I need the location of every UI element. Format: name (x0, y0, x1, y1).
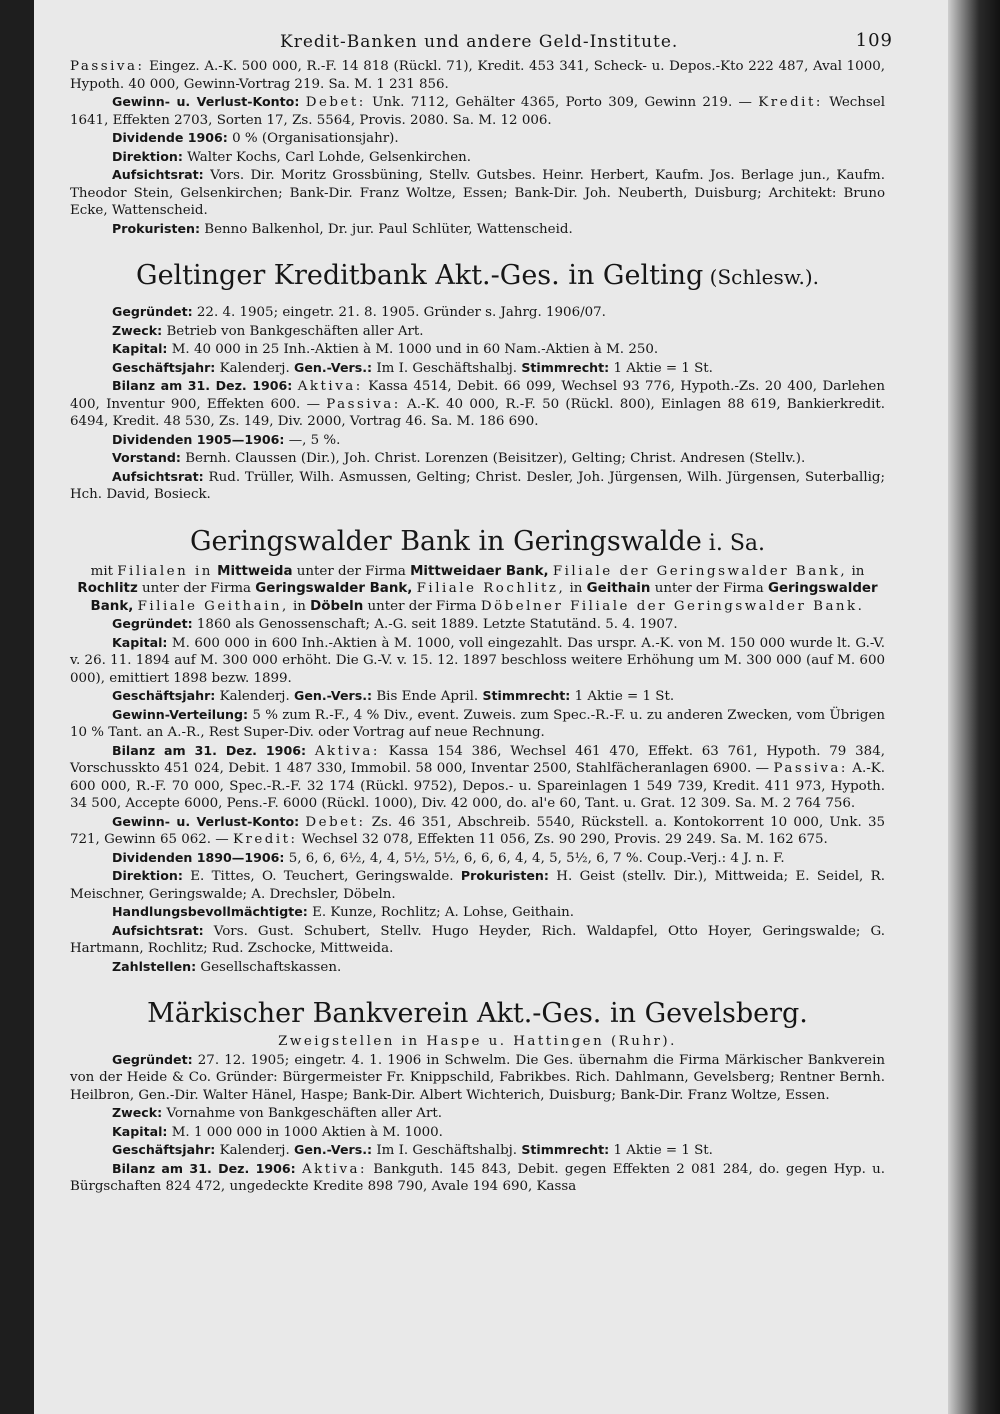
document-page (70, 28, 893, 1408)
kredit-label: Kredit: (232, 832, 298, 847)
aufsichtsrat-text: Vors. Dir. Moritz Grossbüning, Stellv. Gutsbes. Heinr. Herbert, Kaufm. Jos. Berlage jun., Kaufm. Theodor Stein, Gelsenkirchen; Bank-Dir. Franz Woltze, Essen; Bank-Dir. Joh. Neuberth, Duisburg; Architekt: Bruno Ecke, Wattenscheid. (70, 168, 885, 218)
bilanz-label: Bilanz am 31. Dez. 1906: (112, 1160, 296, 1176)
stimmrecht-label: Stimmrecht: (482, 688, 571, 703)
filialen-text: Filiale Rochlitz, (416, 581, 566, 596)
geschaeftsjahr-label: Geschäftsjahr: (112, 359, 216, 375)
direktion-paragraph (70, 148, 885, 167)
branch-town: Döbeln (310, 598, 364, 614)
geschaeftsjahr-text: Kalenderj. (215, 360, 290, 376)
branch-firm: Geringswalder Bank, (90, 581, 878, 614)
zahlstellen-label: Zahlstellen: (112, 958, 197, 974)
entry-heading (70, 526, 885, 557)
geschaeftsjahr-paragraph (70, 359, 885, 378)
passiva-text: Eingez. A.-K. 500 000, R.-F. 14 818 (Rückl. 71), Kredit. 453 341, Scheck- u. Depos.-Kto 222 487, Aval 1000, Hypoth. 40 000, Gewinn-Vortrag 219. Sa. M. 1 231 856. (70, 59, 885, 92)
aktiva-text: Bankguth. 145 843, Debit. gegen Effekten 2 081 284, do. gegen Hyp. u. Bürgschaften 824 472, ungedeckte Kredite 898 790, Avale 194 690, Kassa (70, 1161, 885, 1194)
scan-left-edge (0, 0, 34, 1414)
entry-geringswalder-bank (70, 526, 885, 977)
zahlstellen-text: Gesellschaftskassen. (196, 959, 342, 975)
heading-location: i. Sa. (701, 530, 766, 556)
kredit-text: Wechsel 32 078, Effekten 11 056, Zs. 90 290, Provis. 29 249. Sa. M. 162 675. (297, 832, 828, 847)
passiva-label: Passiva: (326, 396, 401, 412)
dividenden-text: 5, 6, 6, 6½, 4, 4, 5½, 5½, 6, 6, 6, 4, 4, 5, 5½, 6, 7 %. Coup.-Verj.: 4 J. n. F. (284, 850, 785, 866)
gegruendet-paragraph (70, 303, 885, 322)
vorstand-label: Vorstand: (112, 450, 181, 465)
handlungsbevollmaechtigte-label: Handlungsbevollmächtigte: (112, 904, 308, 919)
aufsichtsrat-paragraph (70, 468, 885, 504)
kapital-text: M. 40 000 in 25 Inh.-Aktien à M. 1000 und in 60 Nam.-Aktien à M. 250. (167, 342, 659, 357)
gegruendet-paragraph (70, 1051, 885, 1105)
prokuristen-paragraph (70, 220, 885, 239)
prokuristen-label: Prokuristen: (112, 220, 201, 236)
gewinn-verteilung-label: Gewinn-Verteilung: (112, 706, 249, 722)
zweck-label: Zweck: (112, 1105, 163, 1120)
dividenden-paragraph (70, 431, 885, 450)
dividende-label: Dividende 1906: (112, 130, 228, 145)
gegruendet-text: 22. 4. 1905; eingetr. 21. 8. 1905. Gründer s. Jahrg. 1906/07. (192, 305, 606, 320)
stimmrecht-text: 1 Aktie = 1 St. (609, 360, 713, 376)
filialen-text: unter der Firma (137, 581, 256, 596)
gv-label: Gewinn- u. Verlust-Konto: (112, 813, 300, 829)
page-number: 109 (855, 30, 893, 51)
gen-vers-label: Gen.-Vers.: (293, 688, 373, 703)
prokuristen-label: Prokuristen: (460, 868, 549, 883)
entry-geltinger-kreditbank (70, 260, 885, 504)
gegruendet-paragraph (70, 615, 885, 634)
handlungsbevollmaechtigte-paragraph (70, 903, 885, 922)
dividenden-text: —, 5 %. (284, 432, 341, 448)
stimmrecht-text: 1 Aktie = 1 St. (570, 689, 675, 704)
filialen-text: in (565, 581, 587, 596)
entry-heading (70, 260, 885, 291)
branch-firm: Geringswalder Bank, (255, 581, 413, 596)
passiva-text: A.-K. 600 000, R.-F. 70 000, Spec.-R.-F. 32 174 (Rückl. 9752), Depos.- u. Spareinlagen 1 549 739, Kredit. 411 973, Hypoth. 34 500, Accepte 6000, Pens.-F. 6000 (Rückl. 1000), Div. 42 000, do. al'e 60, Tant. u. Grat. 12 309. Sa. M. 2 764 756. (70, 761, 886, 811)
running-head-title: Kredit-Banken und andere Geld-Institute. (280, 32, 679, 52)
zweigstellen-text: Zweigstellen in Haspe u. Hattingen (Ruhr). (278, 1034, 677, 1049)
zweck-label: Zweck: (112, 322, 163, 338)
kredit-label: Kredit: (758, 95, 823, 110)
gegruendet-text: 1860 als Genossenschaft; A.-G. seit 1889. Letzte Statutänd. 5. 4. 1907. (192, 617, 678, 632)
aufsichtsrat-paragraph (70, 922, 885, 958)
geschaeftsjahr-text: Kalenderj. (215, 689, 290, 704)
dividenden-label: Dividenden 1890—1906: (112, 849, 285, 865)
gen-vers-label: Gen.-Vers.: (293, 359, 373, 375)
dividende-paragraph (70, 129, 885, 148)
vorstand-paragraph (70, 449, 885, 468)
filialen-text: Filiale der Geringswalder Bank, (552, 563, 848, 579)
direktion-label: Direktion: (112, 868, 183, 883)
zweck-text: Betrieb von Bankgeschäften aller Art. (162, 323, 424, 339)
gewinn-verteilung-paragraph (70, 706, 885, 742)
entry-continuation (70, 58, 885, 238)
zweck-paragraph (70, 322, 885, 341)
passiva-text: A.-K. 40 000, R.-F. 50 (Rückl. 800), Einlagen 88 619, Bankierkredit. 6494, Kredit. 48 530, Zs. 149, Div. 2000, Vortrag 46. Sa. M. 186 690. (70, 396, 885, 429)
stimmrecht-label: Stimmrecht: (521, 359, 610, 375)
bilanz-paragraph (70, 1160, 885, 1196)
filialen-text: unter der Firma (650, 581, 768, 596)
filialen-text: unter der Firma (292, 563, 411, 579)
gegruendet-text: 27. 12. 1905; eingetr. 4. 1. 1906 in Schwelm. Die Ges. übernahm die Firma Märkischer Bankverein von der Heide & Co. Gründer: Bürgermeister Fr. Knippschild, Fabrikbes. Rich. Dahlmann, Gevelsberg; Rentner Bernh. Heilbron, Gen.-Dir. Walter Hänel, Haspe; Bank-Dir. Albert Wichterich, Duisburg; Bank-Dir. Franz Woltze, Essen. (70, 1052, 885, 1103)
gewinn-verlust-paragraph (70, 93, 885, 129)
zweck-paragraph (70, 1104, 885, 1123)
geschaeftsjahr-label: Geschäftsjahr: (112, 688, 216, 703)
aktiva-text: Kassa 154 386, Wechsel 461 470, Effekt. 63 761, Hypoth. 79 384, Vorschusskto 451 024, Debit. 1 487 330, Immobil. 58 000, Inventar 2500, Stahlfächeranlagen 6900. — (70, 743, 885, 776)
dividenden-label: Dividenden 1905—1906: (112, 431, 285, 447)
kapital-label: Kapital: (112, 1123, 168, 1139)
filialen-text: Filiale Geithain, (137, 598, 289, 614)
stimmrecht-label: Stimmrecht: (521, 1142, 610, 1157)
passiva-label: Passiva: (773, 761, 848, 776)
gewinn-verteilung-text: 5 % zum R.-F., 4 % Div., event. Zuweis. zum Spec.-R.-F. u. zu anderen Zwecken, vom Übrigen 10 % Tant. an A.-R., Rest Super-Div. oder Vortrag auf neue Rechnung. (70, 707, 885, 740)
dividenden-paragraph (70, 849, 885, 868)
filialen-text: unter der Firma (363, 598, 481, 614)
zweck-text: Vornahme von Bankgeschäften aller Art. (162, 1106, 442, 1121)
gegruendet-label: Gegründet: (112, 304, 193, 319)
geschaeftsjahr-paragraph (70, 687, 885, 706)
debet-text: Unk. 7112, Gehälter 4365, Porto 309, Gewinn 219. — (365, 95, 752, 110)
aufsichtsrat-paragraph (70, 166, 885, 220)
kapital-paragraph (70, 340, 885, 359)
filialen-text: mit (90, 563, 118, 579)
branch-town: Mittweida (217, 563, 293, 579)
aufsichtsrat-label: Aufsichtsrat: (112, 468, 204, 484)
kapital-label: Kapital: (112, 634, 168, 650)
filialen-text: in (288, 598, 311, 614)
gen-vers-text: Bis Ende April. (372, 689, 479, 704)
direktion-text: Walter Kochs, Carl Lohde, Gelsenkirchen. (182, 149, 471, 165)
kapital-text: M. 600 000 in 600 Inh.-Aktien à M. 1000, voll eingezahlt. Das urspr. A.-K. von M. 150 000 wurde lt. G.-V. v. 26. 11. 1894 auf M. 300 000 erhöht. Die G.-V. v. 15. 12. 1897 beschloss weitere Erhöhung um M. 300 000 (auf M. 600 000), emittiert 1898 bezw. 1899. (70, 635, 885, 686)
bilanz-label: Bilanz am 31. Dez. 1906: (112, 742, 307, 758)
kapital-text: M. 1 000 000 in 1000 Aktien à M. 1000. (167, 1124, 443, 1140)
bilanz-paragraph (70, 742, 885, 813)
geschaeftsjahr-paragraph (70, 1141, 885, 1160)
gen-vers-label: Gen.-Vers.: (293, 1142, 373, 1157)
zahlstellen-paragraph (70, 958, 885, 977)
gv-label: Gewinn- u. Verlust-Konto: (112, 94, 300, 109)
heading-location: (Schlesw.). (703, 265, 819, 289)
filialen-text: in (847, 563, 865, 579)
kapital-paragraph (70, 1123, 885, 1142)
geschaeftsjahr-text: Kalenderj. (215, 1143, 290, 1158)
gen-vers-text: Im I. Geschäftshalbj. (372, 1143, 518, 1158)
aufsichtsrat-label: Aufsichtsrat: (112, 167, 204, 182)
dividende-text: 0 % (Organisationsjahr). (227, 131, 399, 146)
aufsichtsrat-text: Vors. Gust. Schubert, Stellv. Hugo Heyder, Rich. Waldapfel, Otto Hoyer, Geringswalde; G. Hartmann, Rochlitz; Rud. Zschocke, Mittweida. (70, 923, 885, 956)
passiva-label: Passiva: (70, 59, 145, 74)
handlungsbevollmaechtigte-text: E. Kunze, Rochlitz; A. Lohse, Geithain. (307, 905, 575, 920)
aufsichtsrat-text: Rud. Trüller, Wilh. Asmussen, Gelting; Christ. Desler, Joh. Jürgensen, Wilh. Jürgensen, Suterballig; Hch. David, Bosieck. (70, 469, 885, 502)
geschaeftsjahr-label: Geschäftsjahr: (112, 1142, 216, 1157)
kapital-label: Kapital: (112, 341, 168, 356)
gen-vers-text: Im I. Geschäftshalbj. (372, 360, 518, 376)
direktion-label: Direktion: (112, 148, 183, 164)
entry-maerkischer-bankverein (70, 998, 885, 1196)
prokuristen-text: Benno Balkenhol, Dr. jur. Paul Schlüter, Wattenscheid. (200, 221, 573, 237)
direktion-text: E. Tittes, O. Teuchert, Geringswalde. (182, 869, 454, 884)
heading-main: Geltinger Kreditbank Akt.-Ges. in Gelting (136, 260, 704, 291)
direktion-paragraph (70, 867, 885, 903)
zweigstellen-line (70, 1033, 885, 1051)
gegruendet-label: Gegründet: (112, 1051, 193, 1067)
aktiva-label: Aktiva: (297, 379, 363, 394)
stimmrecht-text: 1 Aktie = 1 St. (609, 1143, 713, 1158)
prokuristen-text: H. Geist (stellv. Dir.), Mittweida; E. Seidel, R. Meischner, Geringswalde; A. Drechsler, Döbeln. (70, 869, 885, 902)
heading-main: Geringswalder Bank in Geringswalde (189, 525, 702, 557)
gewinn-verlust-paragraph (70, 813, 885, 849)
bilanz-paragraph (70, 377, 885, 431)
running-head (70, 28, 893, 58)
filialen-text: Döbelner Filiale der Geringswalder Bank. (480, 598, 865, 614)
kredit-text: Wechsel 1641, Effekten 2703, Sorten 17, Zs. 5564, Provis. 2080. Sa. M. 12 006. (70, 95, 885, 128)
debet-label: Debet: (305, 95, 366, 110)
branch-town: Rochlitz (77, 581, 138, 596)
aufsichtsrat-label: Aufsichtsrat: (112, 922, 204, 938)
aktiva-text: Kassa 4514, Debit. 66 099, Wechsel 93 776, Hypoth.-Zs. 20 400, Darlehen 400, Inventur 900, Effekten 600. — (70, 379, 885, 412)
debet-text: Zs. 46 351, Abschreib. 5540, Rückstell. a. Kontokorrent 10 000, Unk. 35 721, Gewinn 65 062. — (70, 814, 885, 847)
entry-heading: Märkischer Bankverein Akt.-Ges. in Gevelsberg. (147, 998, 808, 1029)
scan-right-edge (948, 0, 1000, 1414)
aktiva-label: Aktiva: (314, 743, 380, 759)
branch-town: Geithain (586, 581, 651, 596)
aktiva-label: Aktiva: (302, 1161, 368, 1177)
passiva-paragraph (70, 58, 885, 93)
bilanz-label: Bilanz am 31. Dez. 1906: (112, 378, 293, 393)
filialen-text: Filialen in (117, 563, 213, 579)
kapital-paragraph (70, 634, 885, 688)
branch-firm: Mittweidaer Bank, (410, 563, 549, 579)
debet-label: Debet: (305, 814, 366, 830)
filialen-paragraph (70, 563, 885, 616)
vorstand-text: Bernh. Claussen (Dir.), Joh. Christ. Lorenzen (Beisitzer), Gelting; Christ. Andresen (Stellv.). (180, 451, 806, 466)
gegruendet-label: Gegründet: (112, 616, 193, 631)
